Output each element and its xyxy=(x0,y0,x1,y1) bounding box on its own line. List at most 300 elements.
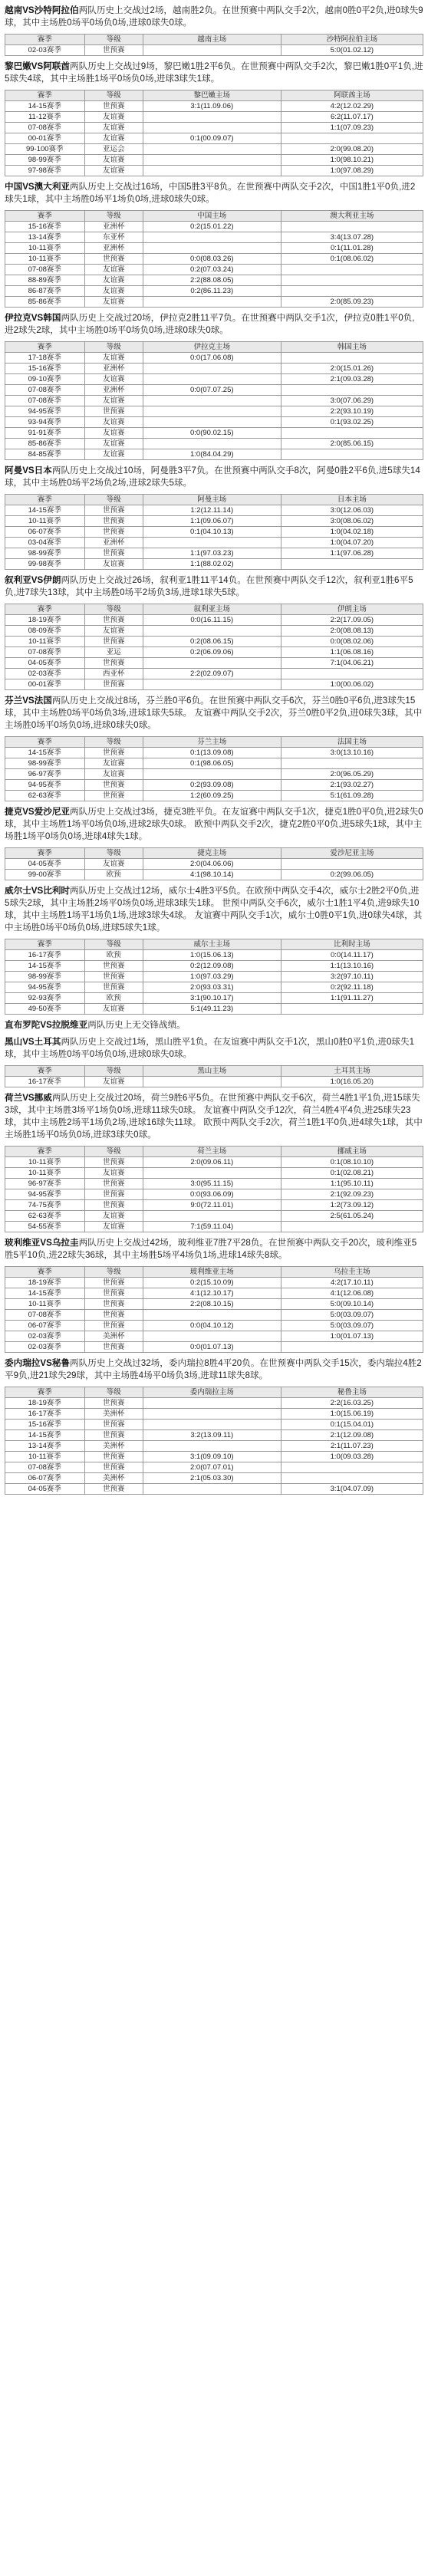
history-table xyxy=(5,1065,423,1087)
header-season: 赛季 xyxy=(5,1267,85,1278)
matchup-title: 叙利亚VS伊朗 xyxy=(5,575,61,585)
matchup-intro xyxy=(5,1019,423,1031)
cell-home-result xyxy=(143,417,281,428)
cell-away-result: 3:0(08.06.02) xyxy=(281,516,423,527)
matchup-summary: 两队历史上无交锋战绩。 xyxy=(87,1020,186,1030)
cell-season: 91-91赛季 xyxy=(5,428,85,439)
cell-level: 欧预 xyxy=(84,950,143,961)
table-row xyxy=(5,538,423,548)
matchup-intro xyxy=(5,574,423,599)
cell-home-result xyxy=(143,406,281,417)
cell-home-result: 3:0(95.11.15) xyxy=(143,1179,281,1189)
table-row xyxy=(5,1179,423,1189)
matchup-section xyxy=(5,1092,423,1232)
table-header xyxy=(5,1387,423,1398)
cell-home-result: 2:0(09.06.11) xyxy=(143,1157,281,1168)
cell-season: 54-55赛季 xyxy=(5,1222,85,1232)
cell-home-result xyxy=(143,1211,281,1222)
cell-home-result xyxy=(143,1310,281,1321)
cell-home-result xyxy=(143,1441,281,1452)
table-row xyxy=(5,353,423,364)
cell-season: 09-10赛季 xyxy=(5,374,85,385)
cell-away-result: 2:0(96.05.29) xyxy=(281,769,423,780)
cell-level: 亚运会 xyxy=(84,144,143,155)
table-body xyxy=(5,1398,423,1495)
cell-home-result xyxy=(143,364,281,374)
cell-level: 世预赛 xyxy=(84,1299,143,1310)
table-row xyxy=(5,243,423,254)
cell-away-result: 0:1(93.02.25) xyxy=(281,417,423,428)
cell-away-result xyxy=(281,1004,423,1015)
table-row xyxy=(5,1222,423,1232)
table-body xyxy=(5,45,423,56)
cell-home-result: 2:2(88.08.05) xyxy=(143,275,281,286)
header-season: 赛季 xyxy=(5,848,85,859)
table-body xyxy=(5,748,423,801)
header-row xyxy=(5,90,423,101)
matchup-title: 捷克VS爱沙尼亚 xyxy=(5,807,71,817)
matchup-intro xyxy=(5,1036,423,1061)
cell-away-result: 3:2(97.10.11) xyxy=(281,972,423,982)
cell-level: 世预赛 xyxy=(84,1342,143,1353)
table-row xyxy=(5,417,423,428)
table-row xyxy=(5,758,423,769)
matchup-title: 威尔士VS比利时 xyxy=(5,886,71,896)
cell-away-result: 1:0(00.06.02) xyxy=(281,679,423,690)
table-row xyxy=(5,1157,423,1168)
header-away: 乌拉圭主场 xyxy=(281,1267,423,1278)
table-row xyxy=(5,166,423,176)
cell-season: 10-11赛季 xyxy=(5,637,85,647)
matchup-title: 阿曼VS日本 xyxy=(5,466,52,475)
table-header xyxy=(5,737,423,748)
table-header xyxy=(5,342,423,353)
matchup-summary: 两队历史上交战过26场，叙利亚1胜11平14负。在世预赛中两队交手12次，叙利亚1胜6平5负,进7球失13球，其中主场胜0场平2场负3场,进球1球失5球。 xyxy=(5,575,413,597)
cell-away-result: 0:1(02.08.21) xyxy=(281,1168,423,1179)
cell-away-result xyxy=(281,669,423,679)
table-body xyxy=(5,353,423,460)
cell-away-result: 1:0(04.02.18) xyxy=(281,527,423,538)
table-row xyxy=(5,1321,423,1331)
cell-home-result: 0:1(13.09.08) xyxy=(143,748,281,758)
table-row xyxy=(5,123,423,133)
header-home: 荷兰主场 xyxy=(143,1147,281,1157)
cell-away-result: 5:0(03.09.07) xyxy=(281,1321,423,1331)
table-row xyxy=(5,254,423,265)
table-row xyxy=(5,679,423,690)
cell-home-result xyxy=(143,626,281,637)
cell-level: 友谊赛 xyxy=(84,286,143,297)
table-header xyxy=(5,90,423,101)
header-away: 秘鲁主场 xyxy=(281,1387,423,1398)
cell-away-result xyxy=(281,222,423,232)
cell-away-result: 0:2(99.06.05) xyxy=(281,870,423,880)
cell-home-result: 1:0(84.04.29) xyxy=(143,449,281,460)
cell-away-result xyxy=(281,559,423,570)
cell-away-result: 1:1(13.10.16) xyxy=(281,961,423,972)
cell-home-result: 0:0(08.03.26) xyxy=(143,254,281,265)
cell-home-result: 0:2(15.10.09) xyxy=(143,1278,281,1288)
history-table xyxy=(5,604,423,690)
table-row xyxy=(5,1288,423,1299)
cell-home-result: 0:0(17.06.08) xyxy=(143,353,281,364)
cell-level: 亚运 xyxy=(84,647,143,658)
table-row xyxy=(5,1484,423,1495)
cell-home-result: 1:1(09.06.07) xyxy=(143,516,281,527)
cell-away-result xyxy=(281,1342,423,1353)
table-row xyxy=(5,286,423,297)
cell-away-result: 1:0(04.07.20) xyxy=(281,538,423,548)
cell-level: 友谊赛 xyxy=(84,297,143,308)
cell-season: 07-08赛季 xyxy=(5,265,85,275)
header-away: 比利时主场 xyxy=(281,939,423,950)
cell-level: 亚洲杯 xyxy=(84,385,143,396)
table-header xyxy=(5,1267,423,1278)
table-row xyxy=(5,1168,423,1179)
table-row xyxy=(5,1409,423,1420)
matchup-title: 越南VS沙特阿拉伯 xyxy=(5,5,79,15)
header-level: 等级 xyxy=(84,35,143,45)
table-row xyxy=(5,626,423,637)
cell-level: 世预赛 xyxy=(84,791,143,801)
table-row xyxy=(5,439,423,449)
cell-away-result: 2:2(17.09.05) xyxy=(281,615,423,626)
cell-level: 世预赛 xyxy=(84,1288,143,1299)
matchup-summary: 两队历史上交战过2场，越南胜2负。在世预赛中两队交手2次，越南0胜0平2负,进0球失9球，其中主场胜0场平0场负0场,进球0球失0球。 xyxy=(5,5,423,28)
header-away: 沙特阿拉伯主场 xyxy=(281,35,423,45)
cell-season: 88-89赛季 xyxy=(5,275,85,286)
cell-level: 世预赛 xyxy=(84,1398,143,1409)
cell-away-result: 1:1(95.10.11) xyxy=(281,1179,423,1189)
cell-home-result: 1:1(88.02.02) xyxy=(143,559,281,570)
cell-away-result: 4:2(17.10.11) xyxy=(281,1278,423,1288)
cell-level: 世预赛 xyxy=(84,1200,143,1211)
cell-home-result: 1:0(97.03.29) xyxy=(143,972,281,982)
cell-season: 07-08赛季 xyxy=(5,385,85,396)
matchup-summary: 两队历史上交战过20场，伊拉克2胜11平7负。在世预赛中两队交手1次，伊拉克0胜1平0负,进2球失2球，其中主场胜0场平0场负0场,进球0球失0球。 xyxy=(5,313,415,335)
cell-season: 62-63赛季 xyxy=(5,791,85,801)
matchup-intro xyxy=(5,1237,423,1262)
cell-season: 86-87赛季 xyxy=(5,286,85,297)
header-season: 赛季 xyxy=(5,604,85,615)
header-season: 赛季 xyxy=(5,211,85,222)
table-row xyxy=(5,1473,423,1484)
cell-level: 美洲杯 xyxy=(84,1441,143,1452)
cell-level: 世预赛 xyxy=(84,1484,143,1495)
header-away: 爱沙尼亚主场 xyxy=(281,848,423,859)
matchup-section xyxy=(5,465,423,570)
cell-home-result: 0:0(07.07.25) xyxy=(143,385,281,396)
cell-away-result: 4:1(12.06.08) xyxy=(281,1288,423,1299)
cell-home-result xyxy=(143,1168,281,1179)
matchup-title: 荷兰VS挪威 xyxy=(5,1093,52,1103)
cell-away-result: 3:0(12.06.03) xyxy=(281,505,423,516)
cell-away-result xyxy=(281,1462,423,1473)
cell-home-result: 0:2(93.09.08) xyxy=(143,780,281,791)
cell-away-result: 3:0(13.10.16) xyxy=(281,748,423,758)
table-row xyxy=(5,993,423,1004)
matchup-summary: 两队历史上交战过42场，玻利维亚7胜7平28负。在世预赛中两队交手20次，玻利维亚5胜5平10负,进22球失36球，其中主场胜5场平4场负1场,进球14球失8球。 xyxy=(5,1238,417,1260)
history-table xyxy=(5,341,423,460)
table-row xyxy=(5,364,423,374)
header-home: 叙利亚主场 xyxy=(143,604,281,615)
table-body xyxy=(5,859,423,880)
header-away: 挪威主场 xyxy=(281,1147,423,1157)
matchup-section xyxy=(5,695,423,801)
cell-season: 74-75赛季 xyxy=(5,1200,85,1211)
cell-season: 00-01赛季 xyxy=(5,679,85,690)
matchup-section xyxy=(5,806,423,880)
cell-level: 世预赛 xyxy=(84,780,143,791)
table-row xyxy=(5,961,423,972)
cell-home-result: 3:1(09.09.10) xyxy=(143,1452,281,1462)
history-table xyxy=(5,210,423,308)
cell-level: 世预赛 xyxy=(84,1157,143,1168)
cell-away-result: 5:0(03.09.07) xyxy=(281,1310,423,1321)
matchup-intro xyxy=(5,695,423,732)
cell-away-result: 1:1(07.09.23) xyxy=(281,123,423,133)
cell-away-result: 1:1(97.06.28) xyxy=(281,548,423,559)
table-row xyxy=(5,222,423,232)
cell-away-result: 1:1(06.08.16) xyxy=(281,647,423,658)
matchup-title: 黑山VS土耳其 xyxy=(5,1037,61,1047)
table-row xyxy=(5,1278,423,1288)
cell-home-result: 1:2(12.11.14) xyxy=(143,505,281,516)
header-home: 黎巴嫩主场 xyxy=(143,90,281,101)
cell-home-result: 0:2(86.11.23) xyxy=(143,286,281,297)
header-home: 中国主场 xyxy=(143,211,281,222)
cell-level: 东亚杯 xyxy=(84,232,143,243)
cell-season: 15-16赛季 xyxy=(5,1420,85,1430)
matchup-section xyxy=(5,5,423,56)
table-row xyxy=(5,396,423,406)
cell-season: 11-12赛季 xyxy=(5,112,85,123)
cell-home-result: 0:2(15.01.22) xyxy=(143,222,281,232)
cell-home-result xyxy=(143,538,281,548)
cell-home-result xyxy=(143,45,281,56)
cell-season: 15-16赛季 xyxy=(5,364,85,374)
table-row xyxy=(5,1077,423,1087)
header-season: 赛季 xyxy=(5,35,85,45)
cell-away-result: 5:1(61.09.28) xyxy=(281,791,423,801)
header-level: 等级 xyxy=(84,90,143,101)
cell-season: 18-19赛季 xyxy=(5,615,85,626)
table-row xyxy=(5,647,423,658)
cell-season: 96-97赛季 xyxy=(5,1179,85,1189)
cell-level: 亚洲杯 xyxy=(84,243,143,254)
header-row xyxy=(5,1147,423,1157)
table-row xyxy=(5,1342,423,1353)
cell-season: 10-11赛季 xyxy=(5,1299,85,1310)
cell-level: 友谊赛 xyxy=(84,396,143,406)
table-body xyxy=(5,1157,423,1232)
cell-season: 14-15赛季 xyxy=(5,505,85,516)
cell-season: 14-15赛季 xyxy=(5,101,85,112)
header-level: 等级 xyxy=(84,342,143,353)
table-row xyxy=(5,505,423,516)
history-table xyxy=(5,1387,423,1495)
table-row xyxy=(5,1398,423,1409)
cell-level: 世预赛 xyxy=(84,982,143,993)
cell-season: 06-07赛季 xyxy=(5,1321,85,1331)
cell-level: 世预赛 xyxy=(84,1189,143,1200)
cell-season: 49-50赛季 xyxy=(5,1004,85,1015)
cell-home-result: 0:1(00.09.07) xyxy=(143,133,281,144)
history-table xyxy=(5,736,423,801)
cell-level: 友谊赛 xyxy=(84,417,143,428)
cell-level: 友谊赛 xyxy=(84,166,143,176)
matchup-intro xyxy=(5,1357,423,1382)
cell-season: 97-98赛季 xyxy=(5,166,85,176)
cell-season: 04-05赛季 xyxy=(5,658,85,669)
cell-season: 98-99赛季 xyxy=(5,548,85,559)
table-header xyxy=(5,604,423,615)
table-row xyxy=(5,859,423,870)
cell-away-result: 6:2(11.07.17) xyxy=(281,112,423,123)
cell-away-result: 4:2(12.02.29) xyxy=(281,101,423,112)
cell-season: 15-16赛季 xyxy=(5,222,85,232)
header-level: 等级 xyxy=(84,495,143,505)
matchup-intro xyxy=(5,61,423,85)
table-row xyxy=(5,548,423,559)
header-level: 等级 xyxy=(84,1387,143,1398)
header-row xyxy=(5,848,423,859)
cell-home-result: 0:1(98.06.05) xyxy=(143,758,281,769)
cell-home-result xyxy=(143,1398,281,1409)
cell-home-result: 0:2(12.09.08) xyxy=(143,961,281,972)
table-row xyxy=(5,1189,423,1200)
cell-season: 07-08赛季 xyxy=(5,396,85,406)
cell-away-result: 2:0(85.09.23) xyxy=(281,297,423,308)
history-table xyxy=(5,90,423,176)
cell-away-result xyxy=(281,449,423,460)
table-row xyxy=(5,406,423,417)
cell-home-result xyxy=(143,232,281,243)
header-away: 日本主场 xyxy=(281,495,423,505)
cell-home-result: 0:1(04.10.13) xyxy=(143,527,281,538)
cell-season: 14-15赛季 xyxy=(5,748,85,758)
matchup-intro xyxy=(5,806,423,843)
cell-level: 友谊赛 xyxy=(84,626,143,637)
cell-away-result: 1:0(97.08.29) xyxy=(281,166,423,176)
cell-level: 西亚杯 xyxy=(84,669,143,679)
cell-level: 友谊赛 xyxy=(84,1222,143,1232)
cell-home-result: 0:2(07.03.24) xyxy=(143,265,281,275)
matchup-section xyxy=(5,312,423,460)
cell-home-result xyxy=(143,1077,281,1087)
cell-level: 友谊赛 xyxy=(84,1168,143,1179)
matchup-summary: 两队历史上交战过10场，阿曼胜3平7负。在世预赛中两队交手8次，阿曼0胜2平6负,进5球失14球，其中主场胜0场平2场负2场,进球2球失5球。 xyxy=(5,466,420,488)
cell-away-result: 3:4(13.07.28) xyxy=(281,232,423,243)
cell-season: 16-17赛季 xyxy=(5,950,85,961)
cell-away-result xyxy=(281,1222,423,1232)
cell-level: 友谊赛 xyxy=(84,353,143,364)
history-table xyxy=(5,1146,423,1232)
table-row xyxy=(5,1452,423,1462)
table-row xyxy=(5,428,423,439)
header-home: 玻利维亚主场 xyxy=(143,1267,281,1278)
history-table xyxy=(5,939,423,1015)
cell-season: 07-08赛季 xyxy=(5,647,85,658)
table-row xyxy=(5,155,423,166)
cell-level: 友谊赛 xyxy=(84,439,143,449)
cell-season: 17-18赛季 xyxy=(5,353,85,364)
matchup-title: 黎巴嫩VS阿联酋 xyxy=(5,61,71,71)
header-row xyxy=(5,1066,423,1077)
header-row xyxy=(5,35,423,45)
cell-season: 94-95赛季 xyxy=(5,780,85,791)
matchup-intro xyxy=(5,1092,423,1141)
header-season: 赛季 xyxy=(5,1066,85,1077)
cell-level: 友谊赛 xyxy=(84,123,143,133)
cell-season: 00-01赛季 xyxy=(5,133,85,144)
matchup-section xyxy=(5,1019,423,1031)
cell-away-result: 0:0(14.11.17) xyxy=(281,950,423,961)
matchup-summary: 两队历史上交战过20场，荷兰9胜6平5负。在世预赛中两队交手6次，荷兰4胜1平1负,进15球失3球，其中主场胜3场平1场负0场,进球11球失0球。 友谊赛中两队交手12次，荷兰4胜4平4负,进25球失23球，其中主场胜2场平1场负2场,进球16球失11球。 欧预中两队交手2次，荷兰1胜1平0负,进4球失1球，其中主场胜1场平0场负0场,进球3球失0球。 xyxy=(5,1093,423,1140)
table-row xyxy=(5,791,423,801)
cell-season: 10-11赛季 xyxy=(5,1452,85,1462)
header-season: 赛季 xyxy=(5,342,85,353)
table-row xyxy=(5,1299,423,1310)
cell-away-result xyxy=(281,286,423,297)
table-row xyxy=(5,112,423,123)
header-away: 阿联酋主场 xyxy=(281,90,423,101)
cell-away-result: 3:0(07.06.29) xyxy=(281,396,423,406)
cell-away-result: 2:0(85.06.15) xyxy=(281,439,423,449)
cell-away-result: 5:0(09.10.14) xyxy=(281,1299,423,1310)
header-home: 阿曼主场 xyxy=(143,495,281,505)
cell-level: 世预赛 xyxy=(84,406,143,417)
cell-away-result xyxy=(281,385,423,396)
cell-season: 07-08赛季 xyxy=(5,1310,85,1321)
cell-away-result: 0:1(08.06.02) xyxy=(281,254,423,265)
cell-season: 94-95赛季 xyxy=(5,982,85,993)
cell-home-result xyxy=(143,112,281,123)
table-header xyxy=(5,1147,423,1157)
cell-level: 世预赛 xyxy=(84,101,143,112)
cell-home-result: 5:1(49.11.23) xyxy=(143,1004,281,1015)
cell-season: 07-08赛季 xyxy=(5,1462,85,1473)
table-row xyxy=(5,1331,423,1342)
header-level: 等级 xyxy=(84,604,143,615)
cell-level: 友谊赛 xyxy=(84,449,143,460)
cell-level: 世预赛 xyxy=(84,1278,143,1288)
cell-home-result xyxy=(143,1484,281,1495)
cell-home-result: 2:0(04.06.06) xyxy=(143,859,281,870)
header-level: 等级 xyxy=(84,737,143,748)
cell-season: 02-03赛季 xyxy=(5,45,85,56)
cell-level: 世预赛 xyxy=(84,748,143,758)
cell-season: 94-95赛季 xyxy=(5,406,85,417)
cell-away-result: 1:2(73.09.12) xyxy=(281,1200,423,1211)
history-table xyxy=(5,34,423,56)
cell-level: 欧预 xyxy=(84,993,143,1004)
cell-home-result: 3:1(11.09.06) xyxy=(143,101,281,112)
cell-level: 友谊赛 xyxy=(84,1077,143,1087)
table-row xyxy=(5,658,423,669)
header-home: 越南主场 xyxy=(143,35,281,45)
cell-home-result: 0:0(16.11.15) xyxy=(143,615,281,626)
table-row xyxy=(5,769,423,780)
table-row xyxy=(5,232,423,243)
cell-season: 04-05赛季 xyxy=(5,1484,85,1495)
matchup-intro xyxy=(5,312,423,337)
cell-level: 友谊赛 xyxy=(84,265,143,275)
header-home: 捷克主场 xyxy=(143,848,281,859)
cell-away-result: 2:1(09.03.28) xyxy=(281,374,423,385)
cell-home-result: 0:2(06.09.06) xyxy=(143,647,281,658)
cell-season: 92-93赛季 xyxy=(5,993,85,1004)
